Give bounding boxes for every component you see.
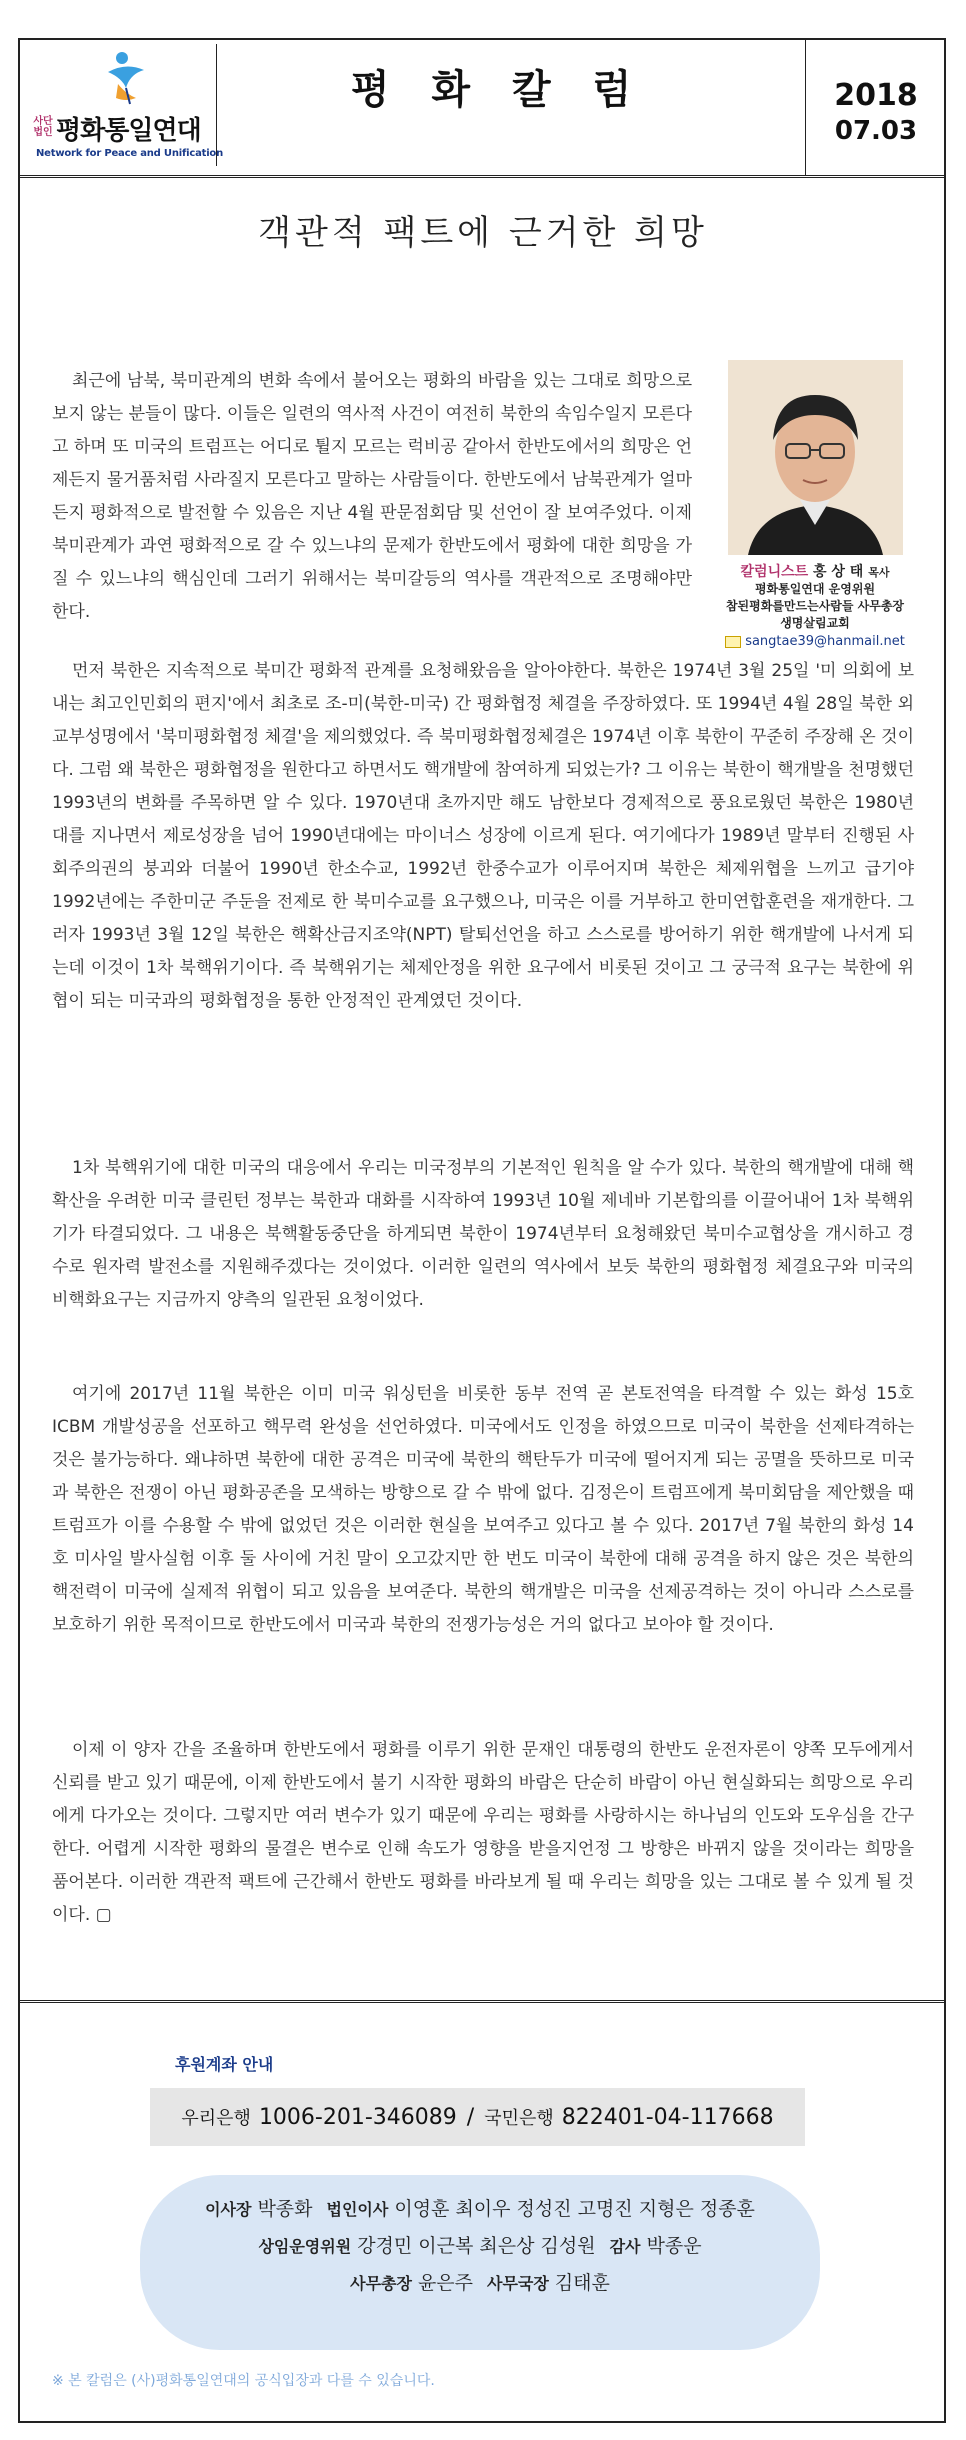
disclaimer: ※ 본 칼럼은 (사)평화통일연대의 공식입장과 다를 수 있습니다.	[52, 2373, 435, 2389]
author-role: 칼럼니스트	[740, 564, 809, 580]
issue-year: 2018	[834, 78, 918, 113]
header	[18, 38, 946, 178]
column-title: 객관적 팩트에 근거한 희망	[258, 213, 708, 253]
paragraph-5: 이제 이 양자 간을 조율하며 한반도에서 평화를 이루기 위한 문재인 대통령의 한반도 운전자론이 양쪽 모두에게서 신뢰를 받고 있기 때문에, 이제 한반도에서 불기 시작한 평화의 바람은 단순히 바람이 아닌 현실화되는 희망으로 우리에게 다가오는 것이다. 그렇지만 여러 변수가 있기 때문에 우리는 평화를 사랑하시는 하나님의 인도와 도우심을 간구한다. 어렵게 시작한 평화의 물결은 변수로 인해 속도가 영향을 받을지언정 그 방향은 바뀌지 않을 것이라는 희망을 품어본다. 이러한 객관적 팩트에 근간해서 한반도 평화를 바라보게 될 때 우리는 희망을 있는 그대로 볼 수 있게 될 것이다. ▢	[52, 1740, 914, 1925]
chair-name: 박종화	[257, 2198, 313, 2220]
bank1-account: 1006-201-346089	[258, 2104, 457, 2130]
audit-role: 감사	[609, 2237, 641, 2256]
author-photo	[728, 360, 903, 555]
logo-small-text: 사단법인	[33, 116, 53, 138]
officers-row-2	[140, 2228, 820, 2265]
paragraph-4: 여기에 2017년 11월 북한은 이미 미국 워싱턴을 비롯한 동부 전역 곧 본토전역을 타격할 수 있는 화성 15호 ICBM 개발성공을 선포하고 핵무력 완성을 선언하였다. 미국에서도 인정을 하였으므로 미국이 북한을 선제타격하는 것은 불가능하다. 왜냐하면 북한에 대한 공격은 미국에 북한의 핵탄두가 미국에 떨어지게 되는 공멸을 뜻하므로 미국과 북한은 전쟁이 아닌 평화공존을 모색하는 방향으로 갈 수 밖에 없다. 김정은이 트럼프에게 북미회담을 제안했을 때 트럼프가 이를 수용할 수 밖에 없었던 것은 이러한 현실을 보여주고 있다고 볼 수 있다. 2017년 7월 북한의 화성 14호 미사일 발사실험 이후 둘 사이에 거친 말이 오고갔지만 한 번도 미국이 북한에 대해 공격을 하지 않은 것은 북한의 핵전력이 미국에 실제적 위협이 되고 있음을 보여준다. 북한의 핵개발은 미국을 선제공격하는 것이 아니라 스스로를 보호하기 위한 목적이므로 한반도에서 미국과 북한의 전쟁가능성은 거의 없다고 보아야 할 것이다.	[52, 1384, 914, 1635]
officers-row-1	[140, 2191, 820, 2228]
author-affiliation-3: 생명살림교회	[780, 616, 850, 630]
paragraph-1: 최근에 남북, 북미관계의 변화 속에서 불어오는 평화의 바람을 있는 그대로 희망으로 보지 않는 분들이 많다. 이들은 일련의 역사적 사건이 여전히 북한의 속임수일지 모른다고 하며 또 미국의 트럼프는 어디로 튈지 모르는 럭비공 같아서 한반도에서의 희망은 언제든지 물거품처럼 사라질지 모른다고 말하는 사람들이다. 한반도에서 남북관계가 얼마든지 평화적으로 발전할 수 있음은 지난 4월 판문점회담 및 선언이 잘 보여주었다. 이제 북미관계가 과연 평화적으로 갈 수 있느냐의 문제가 한반도에서 평화에 대한 희망을 가질 수 있느냐의 핵심인데 그러기 위해서는 북미갈등의 역사를 객관적으로 조명해야만 한다.	[52, 371, 692, 622]
board-names: 이영훈 최이우 정성진 고명진 지형은 정종훈	[394, 2198, 755, 2220]
author-name-line	[705, 561, 925, 581]
dir-role: 사무국장	[487, 2274, 549, 2293]
author-email[interactable]: sangtae39@hanmail.net	[745, 634, 905, 649]
bank1-label: 우리은행	[181, 2108, 251, 2129]
paragraph-2: 먼저 북한은 지속적으로 북미간 평화적 관계를 요청해왔음을 알아야한다. 북한은 1974년 3월 25일 '미 의회에 보내는 최고인민회의 편지'에서 최초로 조-미(북한-미국) 간 평화협정 체결을 주장하였다. 또 1994년 4월 28일 북한 외교부성명에서 '북미평화협정 체결'을 제의했었다. 즉 북미평화협정체결은 1974년 이후 북한이 꾸준히 주장해 온 것이다. 그럼 왜 북한은 평화협정을 원한다고 하면서도 핵개발에 참여하게 되었는가? 그 이유는 북한이 핵개발을 천명했던 1993년의 변화를 주목하면 알 수 있다. 1970년대 초까지만 해도 남한보다 경제적으로 풍요로웠던 북한은 1980년대를 지나면서 제로성장을 넘어 1990년대에는 마이너스 성장에 이르게 된다. 여기에다가 1989년 말부터 진행된 사회주의권의 붕괴와 더불어 1990년 한소수교, 1992년 한중수교가 이루어지며 북한은 체제위협을 느끼고 급기야 1992년에는 주한미군 주둔을 전제로 한 북미수교를 요구했으나, 미국은 이를 거부하고 한미연합훈련을 재개한다. 그러자 1993년 3월 12일 북한은 핵확산금지조약(NPT) 탈퇴선언을 하고 스스로를 방어하기 위한 핵개발에 나서게 되는데 이것이 1차 북핵위기이다. 즉 북핵위기는 체제안정을 위한 요구에서 비롯된 것이고 그 궁극적 요구는 북한에 위협이 되는 미국과의 평화협정을 통한 안정적인 관계였던 것이다.	[52, 661, 914, 1011]
audit-name: 박종운	[646, 2235, 702, 2257]
logo	[26, 44, 224, 166]
exec-role: 상임운영위원	[258, 2237, 352, 2256]
bank2-label: 국민은행	[484, 2108, 554, 2129]
bank-separator: /	[466, 2104, 475, 2130]
author-email-row	[705, 634, 925, 649]
mail-icon	[725, 636, 741, 648]
footer-divider	[18, 2000, 946, 2003]
sg-role: 사무총장	[350, 2274, 412, 2293]
author-name: 홍 상 태	[813, 564, 864, 580]
issue-date: 07.03	[834, 116, 918, 146]
paragraph-3: 1차 북핵위기에 대한 미국의 대응에서 우리는 미국정부의 기본적인 원칙을 알 수가 있다. 북한의 핵개발에 대해 핵확산을 우려한 미국 클린턴 정부는 북한과 대화를 시작하여 1993년 10월 제네바 기본합의를 이끌어내어 1차 북핵위기가 타결되었다. 그 내용은 북핵활동중단을 하게되면 북한이 1974년부터 요청해왔던 북미수교협상을 개시하고 경수로 원자력 발전소를 지원해주겠다는 것이었다. 이러한 일련의 역사에서 보듯 북한의 평화협정 체결요구와 미국의 비핵화요구는 지금까지 양측의 일관된 요청이었다.	[52, 1158, 914, 1310]
officers-box	[140, 2175, 820, 2350]
bank2-account: 822401-04-117668	[561, 2104, 774, 2130]
board-role: 법인이사	[326, 2200, 389, 2219]
bank-accounts	[150, 2088, 805, 2146]
chair-role: 이사장	[205, 2200, 252, 2219]
author-affiliation-2: 참된평화를만드는사람들 사무총장	[725, 599, 905, 613]
masthead-title: 평 화 칼 럼	[350, 67, 646, 113]
date-box	[805, 38, 946, 175]
author-suffix: 목사	[868, 566, 890, 579]
sg-name: 윤은주	[417, 2272, 473, 2294]
donation-title: 후원계좌 안내	[175, 2055, 274, 2074]
author-affiliation-1: 평화통일연대 운영위원	[754, 582, 876, 596]
dir-name: 김태훈	[554, 2272, 610, 2294]
officers-row-3	[140, 2265, 820, 2302]
dove-logo-icon	[96, 48, 156, 106]
logo-english: Network for Peace and Unification	[36, 148, 224, 159]
exec-names: 강경민 이근복 최은상 김성원	[357, 2235, 596, 2257]
author-portrait-icon	[728, 360, 903, 555]
author-card	[705, 360, 925, 649]
logo-name: 평화통일연대	[56, 116, 201, 146]
